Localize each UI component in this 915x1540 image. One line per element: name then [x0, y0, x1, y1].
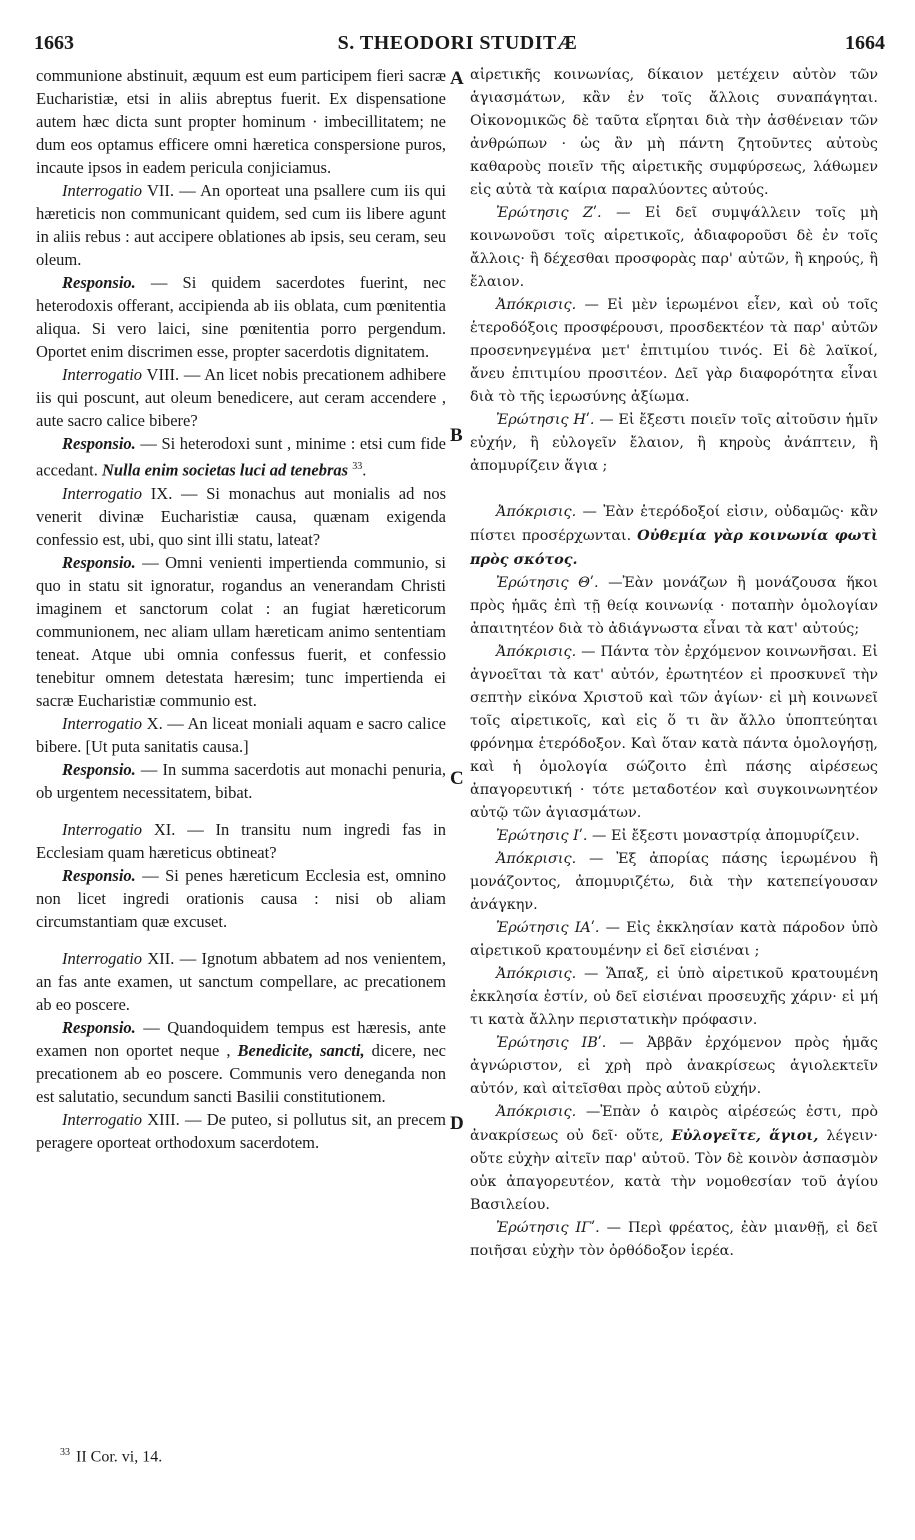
question-text: VII. — An oporteat una psallere cum iis qui hæreticis non communicant quidem, sed cum iis libere agunt in aliis rebus : aut accipere oblationes ab ipsis, seu ceram, seu oleum.	[36, 181, 446, 269]
response-text: — Omni venienti impertienda communio, si quo in statu sit ignoratur, rogandus an venerandam Christi imaginem et sanctorum colat : an fugiat hæreticorum communionem, nec aliam ullam hæreticam animo sententiam teneat. Atque ubi omnia confessus fuerit, et confessio tenebitur omnem detestata hæresim; tunc impertienda ei sacræ Eucharistiæ communio est.	[36, 552, 446, 710]
question-label: Interrogatio	[62, 948, 143, 968]
greek-paragraph: αἱρετικῆς κοινωνίας, δίκαιον μετέχειν αὐτὸν τῶν ἁγιασμάτων, κἂν ἐν τοῖς ἄλλοις συναπάγηται. Οἰκονομικῶς δὲ ταῦτα εἴρηται διὰ τὴν ἀσθένειαν τῶν ἀνθρώπων · ὡς ἂν μὴ πάντη ζητοῦντες αὐτοὺς καθαροὺς ποιεῖν τῆς αἱρετικῆς συμφύρσεως, λάθωμεν εἰς αὐτὰ τὰ καίρια παραλύοντες αὐτούς.	[470, 67, 878, 198]
question-text: XIII. — De puteo, si pollutus sit, an precem peragere oporteat orthodoxum sacerdotem.	[36, 1109, 446, 1152]
question-text: —Ἐὰν μονάζων ἢ μονάζουσα ἥκοι πρὸς ἡμᾶς ἐπὶ τῇ θείᾳ κοινωνίᾳ · ποταπὴν ὁμολογίαν ἀπαιτητέον διὰ τὸ ἀδιάγνωστα εἶναι τὰ κατ' αὐτούς;	[470, 575, 878, 637]
latin-response	[36, 1016, 446, 1108]
response-label: Ἀπόκρισις.	[496, 851, 577, 867]
response-text: — Si heterodoxi sunt , minime : etsi cum fide accedant.	[36, 434, 446, 480]
question-label: Interrogatio	[62, 713, 143, 733]
question-text: — Ἀββᾶν ἐρχόμενον πρὸς ἡμᾶς ἀγνώριστον, εἰ χρὴ πρὸ ἀνακρίσεως ἁγιολεκτεῖν αὐτόν, καὶ αἰτεῖσθαι πρὸς αὐτοῦ εὐχήν.	[470, 1035, 878, 1097]
question-text: — Εἰ δεῖ συμψάλλειν τοῖς μὴ κοινωνοῦσι τοῖς αἱρετικοῖς, ἀδιαφοροῦσι δὲ ἐν τοῖς ἄλλοις· ἢ δέχεσθαι προσφορὰς παρ' αὐτῶν, ἢ κηρούς, ἢ ἔλαιον.	[470, 205, 879, 290]
scripture-quote: Nulla enim societas luci ad tenebras	[101, 460, 349, 480]
footnote-ref: 33	[352, 461, 363, 472]
question-text: X. — An liceat moniali aquam e sacro calice bibere. [Ut puta sanitatis causa.]	[36, 713, 446, 756]
greek-column	[470, 64, 878, 1263]
question-label: Interrogatio	[62, 819, 143, 839]
response-label: Responsio.	[62, 552, 136, 572]
question-label: Interrogatio	[62, 1109, 143, 1129]
response-label: Ἀπόκρισις.	[496, 297, 577, 313]
greek-question	[470, 572, 878, 641]
response-text: — Ἅπαξ, εἰ ὑπὸ αἱρετικοῦ κρατουμένη ἐκκλησία ἐστίν, οὐ δεῖ εἰσιέναι προσευχῆς χάριν· εἰ μή τι κατὰ ἄλλην περιστατικὴν πρόφασιν.	[470, 966, 878, 1028]
greek-question	[470, 917, 878, 963]
running-title: S. THEODORI STUDITÆ	[337, 32, 578, 54]
latin-question	[36, 1108, 446, 1154]
question-label: Interrogatio	[62, 365, 143, 384]
greek-question	[470, 1217, 878, 1263]
response-text: — Quandoquidem tempus est hæresis, ante examen non oportet neque ,	[36, 1017, 446, 1060]
question-text: XII. — Ignotum abbatem ad nos venientem, an fas ante examen, ut sanctum compellare, ac precationem ab eo poscere.	[36, 948, 446, 1014]
latin-column	[36, 64, 446, 1154]
greek-question	[470, 825, 878, 848]
question-label: Ἐρώτησις ΙΑʹ.	[496, 920, 600, 936]
scripture-quote: Οὐθεμία γὰρ κοινωνία φωτὶ πρὸς σκότος.	[470, 527, 878, 568]
greek-response	[470, 848, 878, 917]
quoted-phrase: Benedicite, sancti,	[237, 1040, 365, 1060]
margin-marker-d: D	[450, 1113, 464, 1134]
footnote-number: 33	[60, 1447, 70, 1458]
greek-question	[470, 409, 878, 478]
latin-response	[36, 758, 446, 804]
question-label: Ἐρώτησις Ζʹ.	[496, 205, 602, 221]
response-label: Ἀπόκρισις.	[496, 504, 577, 520]
question-label: Interrogatio	[62, 181, 143, 200]
spacer	[470, 478, 878, 501]
margin-marker-b: B	[450, 425, 463, 446]
question-label: Ἐρώτησις Θʹ.	[496, 575, 599, 591]
page-number-left: 1663	[34, 32, 74, 54]
latin-response	[36, 551, 446, 712]
quoted-phrase: Εὐλογεῖτε, ἅγιοι,	[671, 1127, 819, 1144]
greek-response	[470, 294, 878, 409]
footnote	[60, 1447, 162, 1466]
page-number-right: 1664	[845, 32, 885, 54]
greek-response	[470, 963, 878, 1032]
response-text: — In summa sacerdotis aut monachi penuria, ob urgentem necessitatem, bibat.	[36, 759, 446, 802]
response-label: Responsio.	[62, 434, 136, 453]
response-text: — Πάντα τὸν ἐρχόμενον κοινωνῆσαι. Εἰ ἀγνοεῖται τὰ κατ' αὐτόν, ἐρωτητέον εἰ προσκυνεῖ τὴν σεπτὴν εἰκόνα Χριστοῦ καὶ τῶν ἁγίων· εἰ μὴ κοινωνεῖ τοῖς αἱρετικοῖς, καὶ εἰς ὅ τι ἂν ἄλλο ὑποπτεύηται φρόνημα ἑτερόδοξον. Καὶ ὅταν κατὰ πάντα ὁμολογήσῃ, καὶ ἡ ὁμολογία σώζοιτο ἐπὶ πάσης αἱρέσεως ἀπαγορευτική · τότε μεταδοτέον καὶ συγκοινωνητέον αὐτῷ τῶν ἁγιασμάτων.	[470, 644, 878, 821]
spacer	[36, 933, 446, 947]
latin-question	[36, 179, 446, 271]
greek-response	[470, 641, 878, 825]
response-label: Ἀπόκρισις.	[496, 966, 577, 982]
question-label: Interrogatio	[62, 483, 143, 503]
response-text: dicere, nec precationem ab eo poscere. Communis vero deneganda non est salutatio, secundum sancti Basilii constitutionem.	[36, 1040, 446, 1106]
question-text: — Εἰ ἔξεστι μοναστρίᾳ ἀπομυρίζειν.	[587, 828, 860, 844]
response-text: — Ἐὰν ἑτερόδοξοί εἰσιν, οὐδαμῶς· κἂν πίστει προσέρχωνται.	[470, 504, 878, 544]
question-text: — Περὶ φρέατος, ἐὰν μιανθῇ, εἰ δεῖ ποιῆσαι εὐχὴν τὸν ὀρθόδοξον ἱερέα.	[470, 1220, 878, 1259]
latin-response	[36, 271, 446, 363]
latin-response: Responsio. — Si heterodoxi sunt , minime : etsi cum fide accedant. Nulla enim societas luci ad tenebras $^{33}$.	[36, 434, 446, 480]
question-text: IX. — Si monachus aut monialis ad nos venerit divinæ Eucharistiæ causa, quænam exigenda confessio est, ubi, quo sint illi statu, lateat?	[36, 483, 446, 549]
response-label: Responsio.	[62, 865, 136, 885]
question-label: Ἐρώτησις Ηʹ.	[496, 412, 595, 428]
greek-response	[470, 501, 878, 572]
greek-response	[470, 1101, 878, 1217]
response-text: — Εἰ μὲν ἱερωμένοι εἶεν, καὶ οὐ τοῖς ἑτεροδόξοις προσφέρουσι, προσδεκτέον τὰ παρ' αὐτῶν προσενηνεγμένα μετ' ἐπιτιμίου τινός. Εἰ δὲ λαϊκοί, ἄνευ ἐπιτιμίου προσιτέον. Δεῖ γὰρ διαφορότητα εἶναι διὰ τὸ τῆς ἱερωσύνης ἀξίωμα.	[470, 297, 878, 405]
greek-question	[470, 202, 878, 294]
response-label: Ἀπόκρισις.	[496, 644, 577, 660]
question-label: Ἐρώτησις Ιʹ.	[496, 828, 588, 844]
latin-question	[36, 818, 446, 864]
page-header	[30, 30, 885, 58]
response-label: Responsio.	[62, 1017, 136, 1037]
question-label: Ἐρώτησις ΙΒʹ.	[496, 1035, 607, 1051]
response-text: — Si quidem sacerdotes fuerint, nec heterodoxis offerant, accipienda ab iis oblata, cum pœnitentia aliqua. Si vero laici, sine pœnitentia porro pergendum. Oportet enim discrimen esse, propter sacerdotis dignitatem.	[36, 273, 446, 361]
response-text: — Si penes hæreticum Ecclesia est, omnino non licet ingredi orationis causa : nisi ob aliam circumstantiam quæ excuset.	[36, 865, 446, 931]
latin-question	[36, 947, 446, 1016]
response-label: Ἀπόκρισις.	[496, 1104, 577, 1120]
latin-question	[36, 712, 446, 758]
response-label: Responsio.	[62, 273, 136, 292]
response-text: — Ἐξ ἀπορίας πάσης ἱερωμένου ἢ μονάζοντος, ἀπομυριζέτω, διὰ τὴν κατεπείγουσαν ἀνάγκην.	[470, 851, 878, 913]
latin-paragraph: communione abstinuit, æquum est eum participem fieri sacræ Eucharistiæ, etsi in aliis abreptus fuerit. Ex dispensatione autem hæc dicta sunt propter hominum · imbecillitatem; ne dum eos optamus efficere omni hæretica conspersione puros, incaute ipsos in eadem pericula conjiciamus.	[36, 66, 446, 177]
greek-question	[470, 1032, 878, 1101]
response-label: Responsio.	[62, 759, 136, 779]
spacer	[36, 804, 446, 818]
question-text: — Εἰ ἔξεστι ποιεῖν τοῖς αἰτοῦσιν ἡμῖν εὐχήν, ἢ εὐλογεῖν ἔλαιον, ἢ κηροὺς ἀνάπτειν, ἢ ἀπομυρίζειν ἅγια ;	[470, 412, 878, 474]
margin-marker-c: C	[450, 768, 464, 789]
latin-question	[36, 482, 446, 551]
latin-response	[36, 864, 446, 933]
latin-question	[36, 363, 446, 432]
footnote-text: II Cor. vi, 14.	[76, 1448, 163, 1466]
margin-marker-a: A	[450, 68, 464, 89]
response-text: —Ἐπὰν ὁ καιρὸς αἱρέσεώς ἐστι, πρὸ ἀνακρίσεως οὐ δεῖ· οὔτε,	[470, 1104, 878, 1144]
question-text: VIII. — An licet nobis precationem adhibere iis qui poscunt, aut oleum benedicere, aut ceram accendere , aute sacro calice bibere?	[36, 365, 446, 430]
question-text: XI. — In transitu num ingredi fas in Ecclesiam quam hæreticus obtineat?	[36, 819, 446, 862]
question-label: Ἐρώτησις ΙΓʹ.	[496, 1220, 600, 1236]
question-text: — Εἰς ἐκκλησίαν κατὰ πάροδον ὑπὸ αἱρετικοῦ κρατουμένην εἰ δεῖ εἰσιέναι ;	[470, 920, 878, 959]
response-text: λέγειν· οὔτε εὐχὴν αἰτεῖν παρ' αὐτοῦ. Τὸν δὲ κοινὸν ἀσπασμὸν οὐκ ἀπαγορευτέον, κατὰ τὴν νομοθεσίαν τοῦ ἁγίου Βασιλείου.	[470, 1128, 878, 1213]
